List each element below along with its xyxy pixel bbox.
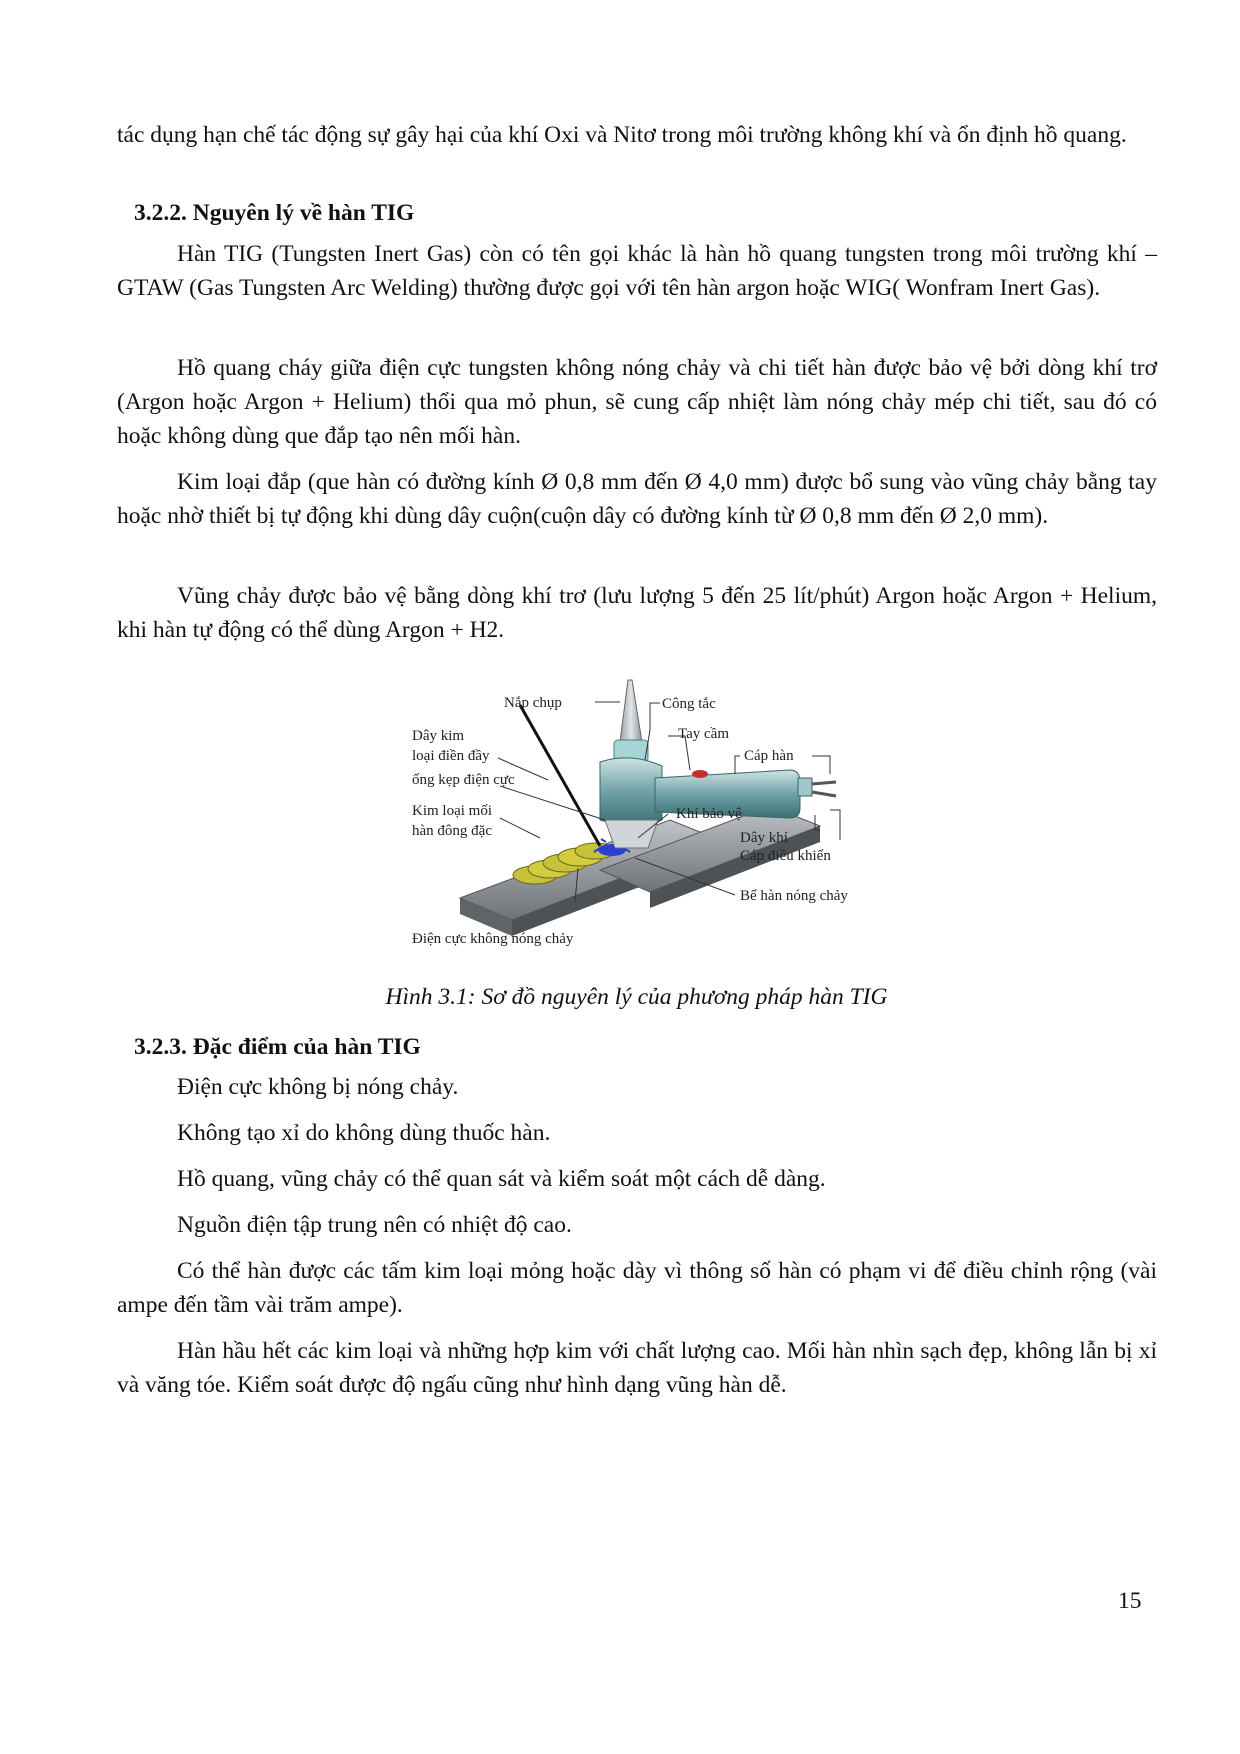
page-number: 15 (1118, 1588, 1142, 1614)
label-khi-bao-ve: Khí bảo vệ (676, 806, 742, 822)
label-day-kim-2: loại điền đầy (412, 748, 490, 764)
label-cong-tac: Công tắc (662, 696, 716, 712)
tig-welding-diagram (400, 670, 960, 960)
label-nap-chup: Nắp chụp (504, 695, 562, 711)
heading-features: 3.2.3. Đặc điểm của hàn TIG (134, 1034, 421, 1060)
label-day-kim-1: Dây kim (412, 728, 465, 744)
feature-item: Điện cực không bị nóng chảy. (177, 1074, 459, 1100)
paragraph-tig-definition: Hàn TIG (Tungsten Inert Gas) còn có tên gọi khác là hàn hồ quang tungsten trong môi trường khí – GTAW (Gas Tungsten Arc Welding) thường được gọi với tên hàn argon hoặc WIG( Wonfram Inert Gas). (117, 241, 1157, 301)
label-ong-kep: ống kẹp điện cực (412, 772, 515, 788)
heading-principle: 3.2.2. Nguyên lý về hàn TIG (134, 200, 415, 226)
label-tay-cam: Tay cầm (678, 726, 730, 742)
feature-item: Nguồn điện tập trung nên có nhiệt độ cao. (177, 1212, 572, 1238)
label-be-han: Bể hàn nóng chảy (740, 888, 848, 904)
label-kim-loai-1: Kim loại mối (412, 803, 492, 819)
label-day-khi: Dây khí (740, 830, 788, 846)
feature-item: Hồ quang, vũng chảy có thể quan sát và kiểm soát một cách dễ dàng. (177, 1166, 826, 1192)
torch-head (600, 758, 662, 848)
label-dien-cuc: Điện cực không nóng chảy (412, 931, 574, 947)
filler-wire (520, 705, 600, 846)
feature-item: Có thể hàn được các tấm kim loại mỏng hoặc dày vì thông số hàn có phạm vi để điều chỉnh rộng (vài ampe đến tầm vài trăm ampe). (117, 1258, 1157, 1318)
paragraph-filler: Kim loại đắp (que hàn có đường kính Ø 0,8 mm đến Ø 4,0 mm) được bổ sung vào vũng chảy bằng tay hoặc nhờ thiết bị tự động khi dùng dây cuộn(cuộn dây có đường kính từ Ø 0,8 mm đến Ø 2,0 mm). (117, 469, 1157, 529)
torch-cap (620, 680, 642, 742)
paragraph-shielding: Vũng chảy được bảo vệ bằng dòng khí trơ (lưu lượng 5 đến 25 lít/phút) Argon hoặc Argon + Helium, khi hàn tự động có thể dùng Argon + H2. (117, 583, 1157, 643)
paragraph-arc: Hồ quang cháy giữa điện cực tungsten không nóng chảy và chi tiết hàn được bảo vệ bởi dòng khí trơ (Argon hoặc Argon + Helium) thổi qua mỏ phun, sẽ cung cấp nhiệt làm nóng chảy mép chi tiết, sau đó có hoặc không dùng que đắp tạo nên mối hàn. (117, 355, 1157, 449)
feature-item: Không tạo xỉ do không dùng thuốc hàn. (177, 1120, 551, 1146)
label-cap-han: Cáp hàn (744, 748, 794, 764)
figure-caption: Hình 3.1: Sơ đồ nguyên lý của phương pháp hàn TIG (385, 984, 888, 1010)
paragraph-intro-continued: tác dụng hạn chế tác động sự gây hại của khí Oxi và Nitơ trong môi trường không khí và ổn định hồ quang. (117, 122, 1127, 148)
label-kim-loai-2: hàn đông đặc (412, 823, 492, 839)
label-cap-dieu-khien: Cáp điều khiển (740, 848, 831, 864)
feature-item: Hàn hầu hết các kim loại và những hợp kim với chất lượng cao. Mối hàn nhìn sạch đẹp, không lẫn bị xỉ và văng tóe. Kiểm soát được độ ngấu cũng như hình dạng vũng hàn dễ. (117, 1338, 1157, 1398)
